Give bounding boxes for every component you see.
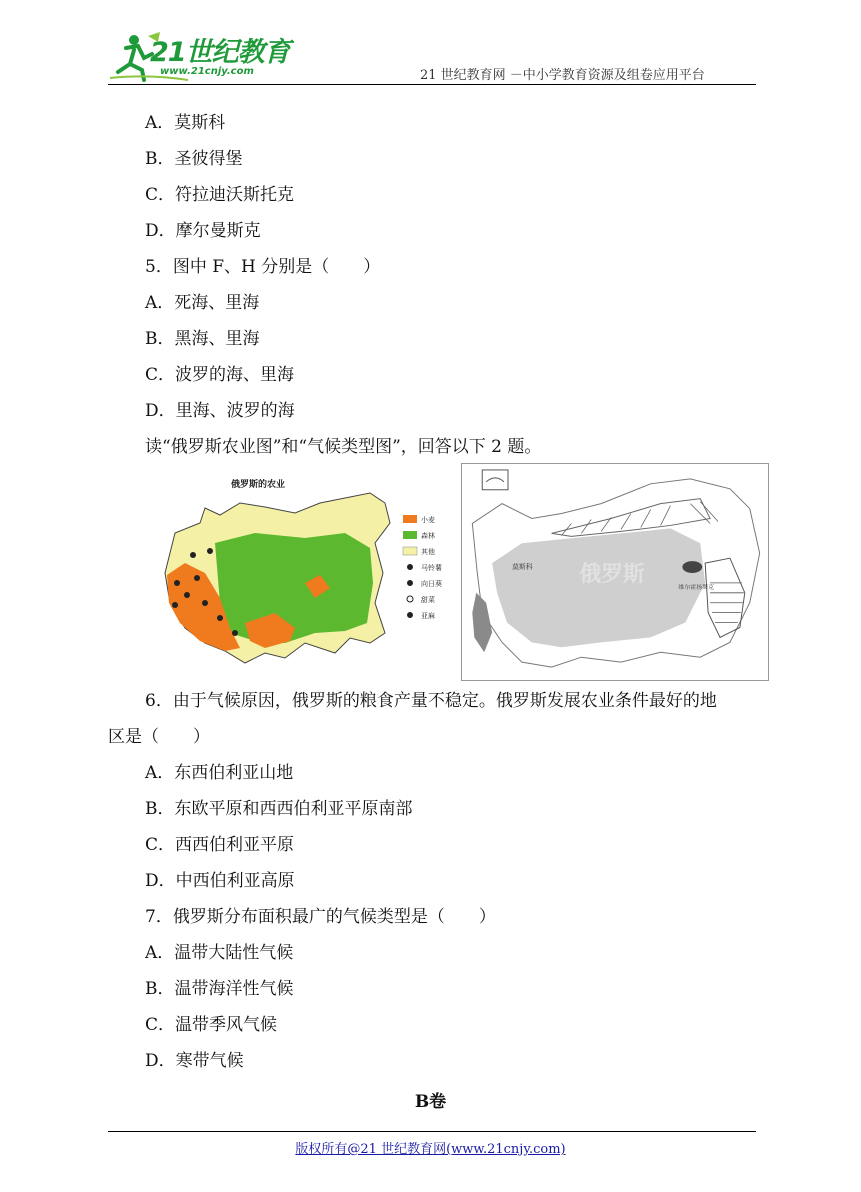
agri-forest-area [215, 533, 373, 643]
q4-option-b: B．圣彼得堡 [145, 149, 243, 169]
legend-sunflower: 向日葵 [421, 580, 442, 588]
q7-option-a: A．温带大陆性气候 [145, 943, 294, 963]
q4-option-a: A．莫斯科 [145, 113, 226, 133]
q6-option-a: A．东西伯利亚山地 [145, 763, 294, 783]
section-title: B卷 [414, 1092, 447, 1112]
legend-wheat: 小麦 [421, 516, 435, 524]
q7-stem: 7．俄罗斯分布面积最广的气候类型是（ ） [145, 907, 496, 927]
agri-legend [403, 515, 442, 620]
q5-option-d: D．里海、波罗的海 [145, 401, 295, 421]
q6-stem-line2: 区是（ ） [108, 727, 210, 747]
footer-rule [108, 1131, 756, 1132]
q7-option-d: D．寒带气候 [145, 1051, 244, 1071]
q7-option-b: B．温带海洋性气候 [145, 979, 294, 999]
agriculture-map [145, 463, 458, 681]
q4-option-d: D．摩尔曼斯克 [145, 221, 261, 241]
q5-option-c: C．波罗的海、里海 [145, 365, 295, 385]
climate-label-verkhoyansk: 维尔霍扬斯克 [678, 583, 715, 591]
header-rule [108, 84, 756, 85]
legend-other: 其他 [421, 548, 435, 556]
site-info: 21 世纪教育网 －中小学教育资源及组卷应用平台 [420, 68, 705, 83]
legend-forest: 森林 [421, 532, 435, 540]
q6-option-c: C．西西伯利亚平原 [145, 835, 295, 855]
q5-stem: 5．图中 F、H 分别是（ ） [145, 257, 381, 277]
footer-copyright-link[interactable]: 版权所有@21 世纪教育网(www.21cnjy.com) [295, 1142, 566, 1157]
page-header [0, 0, 861, 100]
intro-text: 读“俄罗斯农业图”和“气候类型图”，回答以下 2 题。 [145, 437, 542, 457]
q6-option-d: D．中西伯利亚高原 [145, 871, 295, 891]
climate-label-moscow: 莫斯科 [511, 563, 533, 572]
legend-beet: 甜菜 [421, 596, 435, 604]
climate-map [461, 463, 769, 681]
q6-option-b: B．东欧平原和西西伯利亚平原南部 [145, 799, 413, 819]
q6-stem-line1: 6．由于气候原因，俄罗斯的粮食产量不稳定。俄罗斯发展农业条件最好的地 [145, 691, 717, 711]
agri-map-title: 俄罗斯的农业 [231, 480, 286, 490]
map-figures [145, 463, 769, 681]
q5-option-b: B．黑海、里海 [145, 329, 260, 349]
q4-option-c: C．符拉迪沃斯托克 [145, 185, 295, 205]
q7-option-c: C．温带季风气候 [145, 1015, 278, 1035]
climate-dark-patch [682, 561, 702, 573]
logo-text: 21世纪教育 [150, 37, 290, 68]
q5-option-a: A．死海、里海 [145, 293, 260, 313]
climate-label-russia: 俄罗斯 [579, 561, 645, 587]
logo-url: www.21cnjy.com [160, 66, 254, 77]
legend-potato: 马铃薯 [421, 564, 442, 572]
legend-flax: 亚麻 [421, 612, 435, 620]
